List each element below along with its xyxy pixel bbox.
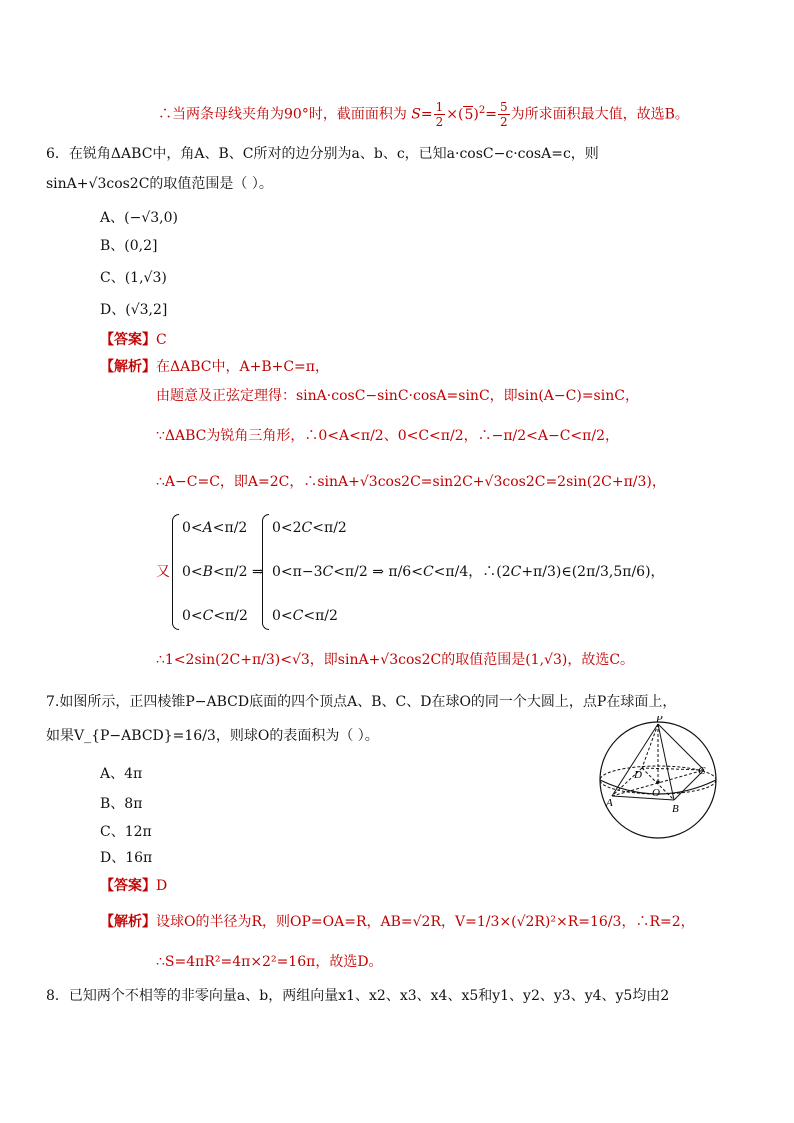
sys1-row2: 0<B<π/2 ⇒ xyxy=(182,564,264,580)
q7-stem-line1 xyxy=(46,692,676,712)
label-c: C xyxy=(698,765,706,777)
q7-option-c-text: 12π xyxy=(124,824,152,840)
q7-number: 7. xyxy=(46,694,60,710)
q6-analysis-text-6: ∴1<2sin(2C+π/3)<√3，即sinA+√3cos2C的取值范围是(1,√3)，故选C。 xyxy=(156,652,635,668)
formula-area: S xyxy=(411,106,421,123)
q7-option-b xyxy=(100,794,142,814)
q7-option-a xyxy=(100,764,142,784)
left-brace-2 xyxy=(262,514,269,630)
q7-analysis-tag: 【解析】 xyxy=(100,914,156,930)
q6-option-c xyxy=(100,268,167,288)
sphere-pyramid-figure xyxy=(598,716,720,844)
q6-option-d-text: (√3,2] xyxy=(125,302,168,318)
q7-option-a-text: 4π xyxy=(124,766,143,782)
q6-analysis-text-3: ∵ΔABC为锐角三角形，∴0<A<π/2、0<C<π/2，∴−π/2<A−C<π/2， xyxy=(156,428,619,444)
q7-option-c xyxy=(100,822,152,842)
q6-option-d xyxy=(100,300,167,320)
q6-analysis-line6 xyxy=(156,650,634,670)
q7-answer-tag: 【答案】 xyxy=(100,878,156,894)
q7-answer-value: D xyxy=(156,878,168,894)
left-brace-1 xyxy=(172,514,179,630)
prev-answer-conclusion: ∴当两条母线夹角为90°时，截面面积为 S= $\frac{1}{2}$ $\times(5)^2=$ $\frac{5}{2}$ 为所求面积最大值，故选B。 xyxy=(158,100,689,129)
q8-stem-text: 已知两个不相等的非零向量a、b，两组向量x1、x2、x3、x4、x5和y1、y2、y3、y4、y5均由2 xyxy=(68,988,670,1004)
q6-option-a xyxy=(100,208,178,228)
label-d: D xyxy=(634,769,642,781)
fraction-five-halves: $\frac{5}{2}$ xyxy=(499,100,508,129)
q7-option-c-label: C、 xyxy=(100,824,125,840)
label-o: O xyxy=(652,787,660,799)
q6-option-d-label: D、 xyxy=(100,302,126,318)
label-p: P xyxy=(656,716,663,725)
q7-option-b-text: 8π xyxy=(124,796,143,812)
q6-answer xyxy=(100,330,167,350)
q7-answer xyxy=(100,876,167,896)
sys1-row3: 0<C<π/2 xyxy=(182,608,248,624)
q6-analysis-text-4: ∴A−C=C，即A=2C，∴sinA+√3cos2C=sin2C+√3cos2C=2sin(2C+π/3)， xyxy=(156,474,666,490)
sys2-row1: 0<2C<π/2 xyxy=(272,520,347,536)
q6-analysis-line4 xyxy=(156,472,666,492)
q6-stem-b: sinA+√3cos2C的取值范围是（ ）。 xyxy=(46,176,273,192)
q6-analysis-line3 xyxy=(156,426,619,446)
conclusion-post: 为所求面积最大值，故选B。 xyxy=(510,106,689,123)
q6-stem-a: 在锐角ΔABC中，角A、B、C所对的边分别为a、b、c，已知a·cosC−c·cosA=c，则 xyxy=(68,146,599,162)
q7-option-a-label: A、 xyxy=(100,766,125,782)
q6-stem-line1 xyxy=(46,144,599,164)
q6-option-c-label: C、 xyxy=(100,270,125,286)
conclusion-pre: ∴当两条母线夹角为90°时，截面面积为 xyxy=(158,106,407,123)
label-a: A xyxy=(606,797,613,809)
q7-stem-a: 如图所示，正四棱锥P−ABCD底面的四个顶点A、B、C、D在球O的同一个大圆上，点P在球面上， xyxy=(59,694,677,710)
q6-option-b-label: B、 xyxy=(100,238,125,254)
q6-option-c-text: (1,√3) xyxy=(124,270,167,286)
q6-stem-line2 xyxy=(46,174,273,194)
sys2-row2: 0<π−3C<π/2 ⇒ π/6<C<π/4，∴(2C+π/3)∈(2π/3,5π/6)， xyxy=(272,564,665,580)
q6-analysis-text-2: 由题意及正弦定理得：sinA·cosC−sinC·cosA=sinC，即sin(A−C)=sinC， xyxy=(156,388,639,404)
fraction-half: $\frac{1}{2}$ xyxy=(435,100,444,129)
q7-stem-line2 xyxy=(46,726,379,746)
sys1-row1: 0<A<π/2 xyxy=(182,520,248,536)
q7-analysis-line2 xyxy=(156,952,383,972)
q7-analysis-text-1: 设球O的半径为R，则OP=OA=R，AB=√2R，V=1/3×(√2R)²×R=16/3，∴R=2， xyxy=(156,914,695,930)
q6-analysis-text-1: 在ΔABC中，A+B+C=π， xyxy=(156,359,329,375)
q6-inequality-system xyxy=(156,512,676,632)
q7-option-d-label: D、 xyxy=(100,850,126,866)
q8-number: 8． xyxy=(46,988,69,1004)
label-b: B xyxy=(672,803,679,815)
q6-analysis-line2 xyxy=(156,386,639,406)
q7-analysis-line1 xyxy=(100,912,695,932)
q6-option-a-label: A、 xyxy=(100,210,125,226)
q7-option-d xyxy=(100,848,152,868)
q6-analysis-tag: 【解析】 xyxy=(100,359,156,375)
q7-option-b-label: B、 xyxy=(100,796,125,812)
q6-option-a-text: (−√3,0) xyxy=(124,210,178,226)
q6-number: 6． xyxy=(46,146,69,162)
q7-analysis-text-2: ∴S=4πR²=4π×2²=16π，故选D。 xyxy=(156,954,383,970)
sys2-row3: 0<C<π/2 xyxy=(272,608,338,624)
system-prefix: 又 xyxy=(156,564,170,580)
q8-stem xyxy=(46,986,669,1006)
q6-answer-value: C xyxy=(156,332,167,348)
q6-option-b-text: (0,2] xyxy=(124,238,158,254)
q6-analysis-line1 xyxy=(100,357,329,377)
sphere-diagram xyxy=(598,716,720,840)
q6-option-b xyxy=(100,236,158,256)
q6-answer-tag: 【答案】 xyxy=(100,332,156,348)
q7-stem-b: 如果V_{P−ABCD}=16/3，则球O的表面积为（ ）。 xyxy=(46,728,379,744)
q7-option-d-text: 16π xyxy=(125,850,153,866)
